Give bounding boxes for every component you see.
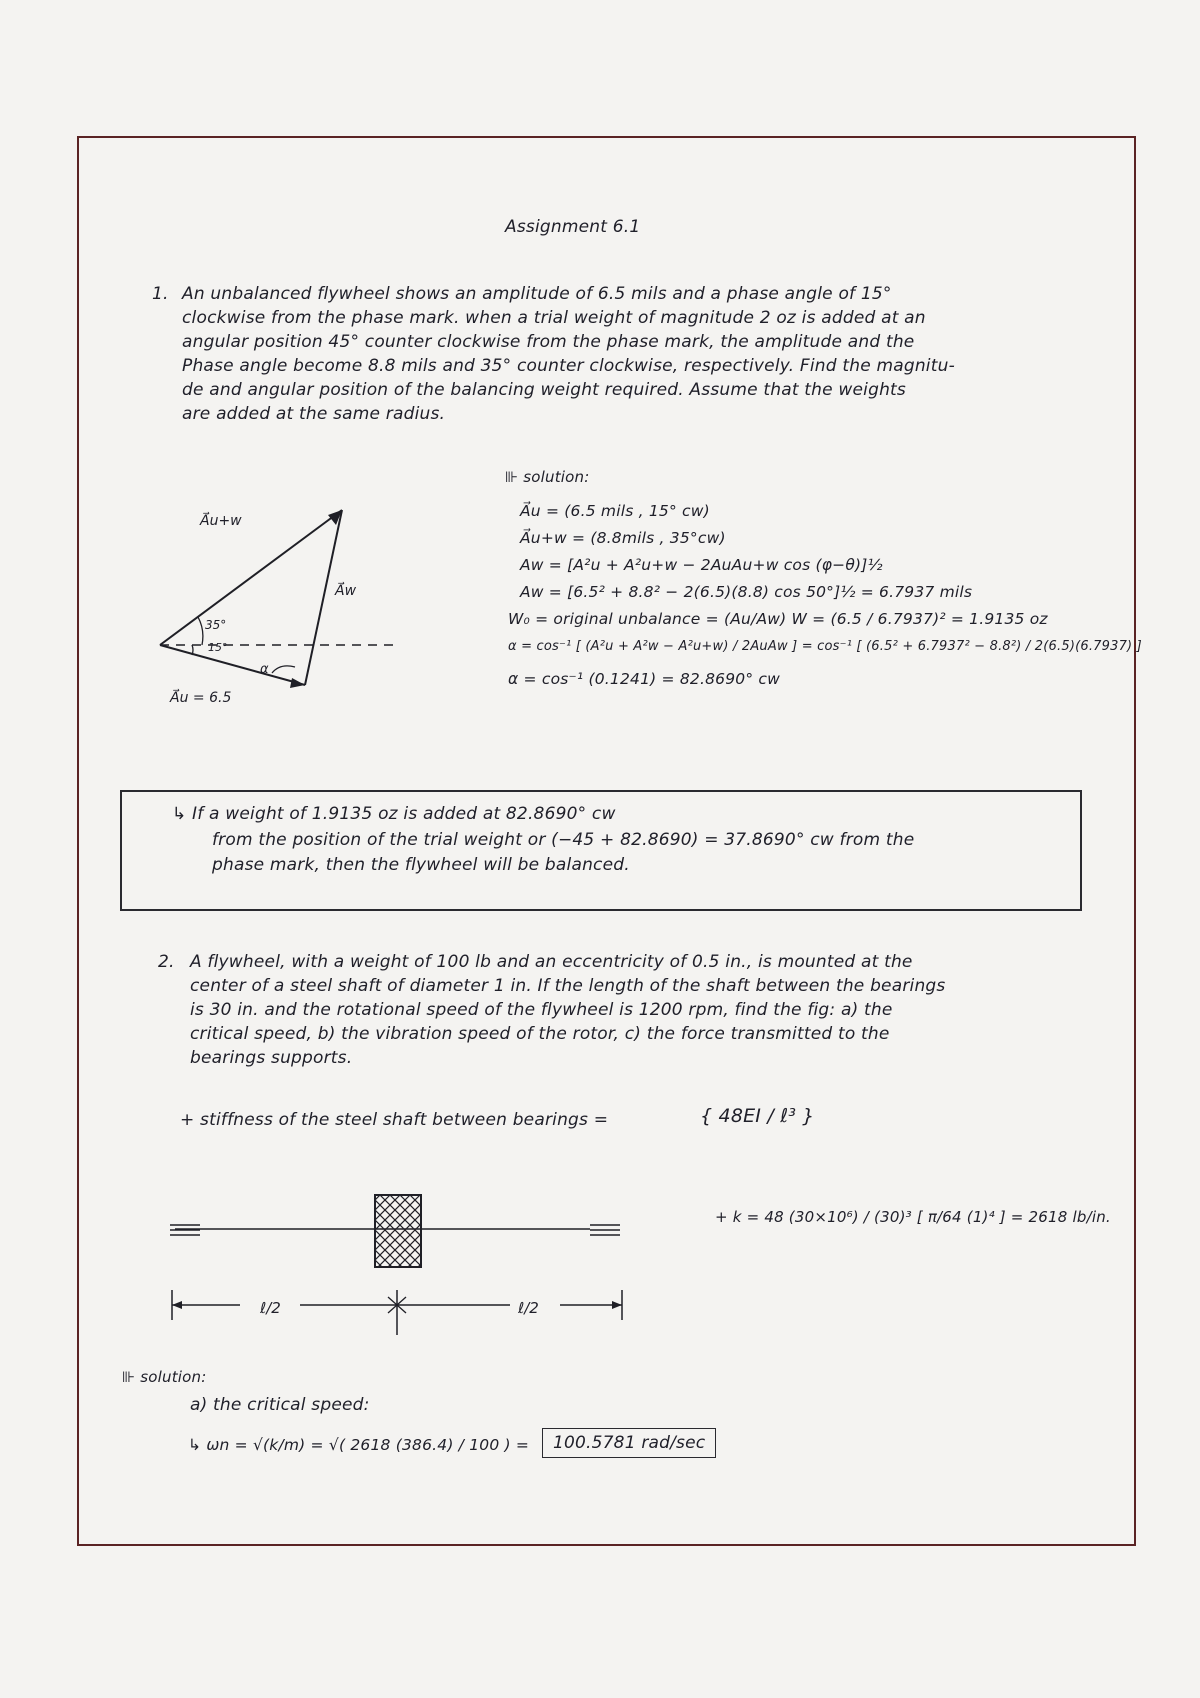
equation-line: α = cos⁻¹ [ (A²u + A²w − A²u+w) / 2AuAw ] = cos⁻¹ [ (6.5² + 6.7937² − 8.8²) / 2(6.5)(6.7937) ]	[508, 639, 1142, 654]
problem-1-number: 1.	[152, 284, 169, 304]
equation-line: A⃗u+w = (8.8mils , 35°cw)	[520, 529, 726, 547]
label-aw: A⃗w	[335, 583, 357, 599]
vector-auw-line	[160, 510, 342, 645]
stiffness-formula: { 48EI / ℓ³ }	[700, 1105, 815, 1127]
equation-line: A⃗u = (6.5 mils , 15° cw)	[520, 502, 710, 520]
label-15: 15°	[208, 641, 228, 654]
statement-line: An unbalanced flywheel shows an amplitude of 6.5 mils and a phase angle of 15°	[182, 284, 892, 304]
dimension-arrow-right	[612, 1301, 622, 1309]
label-au: A⃗u = 6.5	[170, 690, 232, 706]
statement-line: clockwise from the phase mark. when a trial weight of magnitude 2 oz is added at an	[182, 308, 926, 328]
problem-1-statement	[182, 282, 1112, 426]
stiffness-text: + stiffness of the steel shaft between bearings =	[180, 1110, 609, 1130]
equation-line: W₀ = original unbalance = (Au/Aw) W = (6.5 / 6.7937)² = 1.9135 oz	[508, 610, 1048, 628]
statement-line: A flywheel, with a weight of 100 lb and an eccentricity of 0.5 in., is mounted at the	[190, 952, 913, 972]
part-a-label: a) the critical speed:	[190, 1395, 370, 1415]
vector-au-arrowhead	[290, 678, 305, 688]
statement-line: angular position 45° counter clockwise from the phase mark, the amplitude and the	[182, 332, 915, 352]
dimension-label-right: ℓ/2	[518, 1299, 539, 1317]
conclusion-box	[120, 790, 1082, 911]
problem-2-statement	[190, 950, 1110, 1070]
solution-label: ⊪ solution:	[122, 1368, 207, 1386]
dimension-label-left: ℓ/2	[260, 1299, 281, 1317]
statement-line: Phase angle become 8.8 mils and 35° counter clockwise, respectively. Find the magnitu-	[182, 356, 955, 376]
statement-line: critical speed, b) the vibration speed of the rotor, c) the force transmitted to the	[190, 1024, 890, 1044]
angle-alpha-arc	[272, 666, 295, 673]
label-auw: A⃗u+w	[200, 513, 242, 529]
equation-line: Aw = [A²u + A²u+w − 2AuAu+w cos (φ−θ)]½	[520, 556, 883, 574]
angle-35-arc	[198, 617, 203, 645]
wn-equation: ↳ ωn = √(k/m) = √( 2618 (386.4) / 100 ) =	[188, 1436, 530, 1454]
problem-2-number: 2.	[158, 952, 175, 972]
statement-line: are added at the same radius.	[182, 404, 446, 424]
statement-line: bearings supports.	[190, 1048, 353, 1068]
conclusion-line: phase mark, then the flywheel will be balanced.	[212, 855, 630, 875]
conclusion-line: ↳ If a weight of 1.9135 oz is added at 82.8690° cw	[172, 804, 616, 824]
shaft-diagram	[160, 1185, 660, 1355]
vector-diagram	[150, 495, 410, 715]
angle-15-arc	[192, 645, 193, 655]
vector-au-line	[160, 645, 305, 685]
conclusion-line: from the position of the trial weight or (−45 + 82.8690) = 37.8690° cw from the	[212, 830, 915, 850]
equation-line: α = cos⁻¹ (0.1241) = 82.8690° cw	[508, 670, 781, 688]
label-35: 35°	[205, 618, 227, 632]
k-equation: + k = 48 (30×10⁶) / (30)³ [ π/64 (1)⁴ ] = 2618 lb/in.	[715, 1208, 1111, 1226]
solution-equations	[508, 498, 1142, 693]
page-title: Assignment 6.1	[505, 217, 641, 237]
statement-line: de and angular position of the balancing weight required. Assume that the weights	[182, 380, 906, 400]
statement-line: is 30 in. and the rotational speed of the flywheel is 1200 rpm, find the fig: a) the	[190, 1000, 893, 1020]
dimension-arrow-left	[172, 1301, 182, 1309]
statement-line: center of a steel shaft of diameter 1 in. If the length of the shaft between the bearings	[190, 976, 946, 996]
flywheel-disk	[375, 1195, 421, 1267]
label-alpha: α	[260, 662, 269, 677]
wn-result-box: 100.5781 rad/sec	[542, 1428, 716, 1458]
solution-label: ⊪ solution:	[505, 468, 590, 486]
equation-line: Aw = [6.5² + 8.8² − 2(6.5)(8.8) cos 50°]½ = 6.7937 mils	[520, 583, 973, 601]
